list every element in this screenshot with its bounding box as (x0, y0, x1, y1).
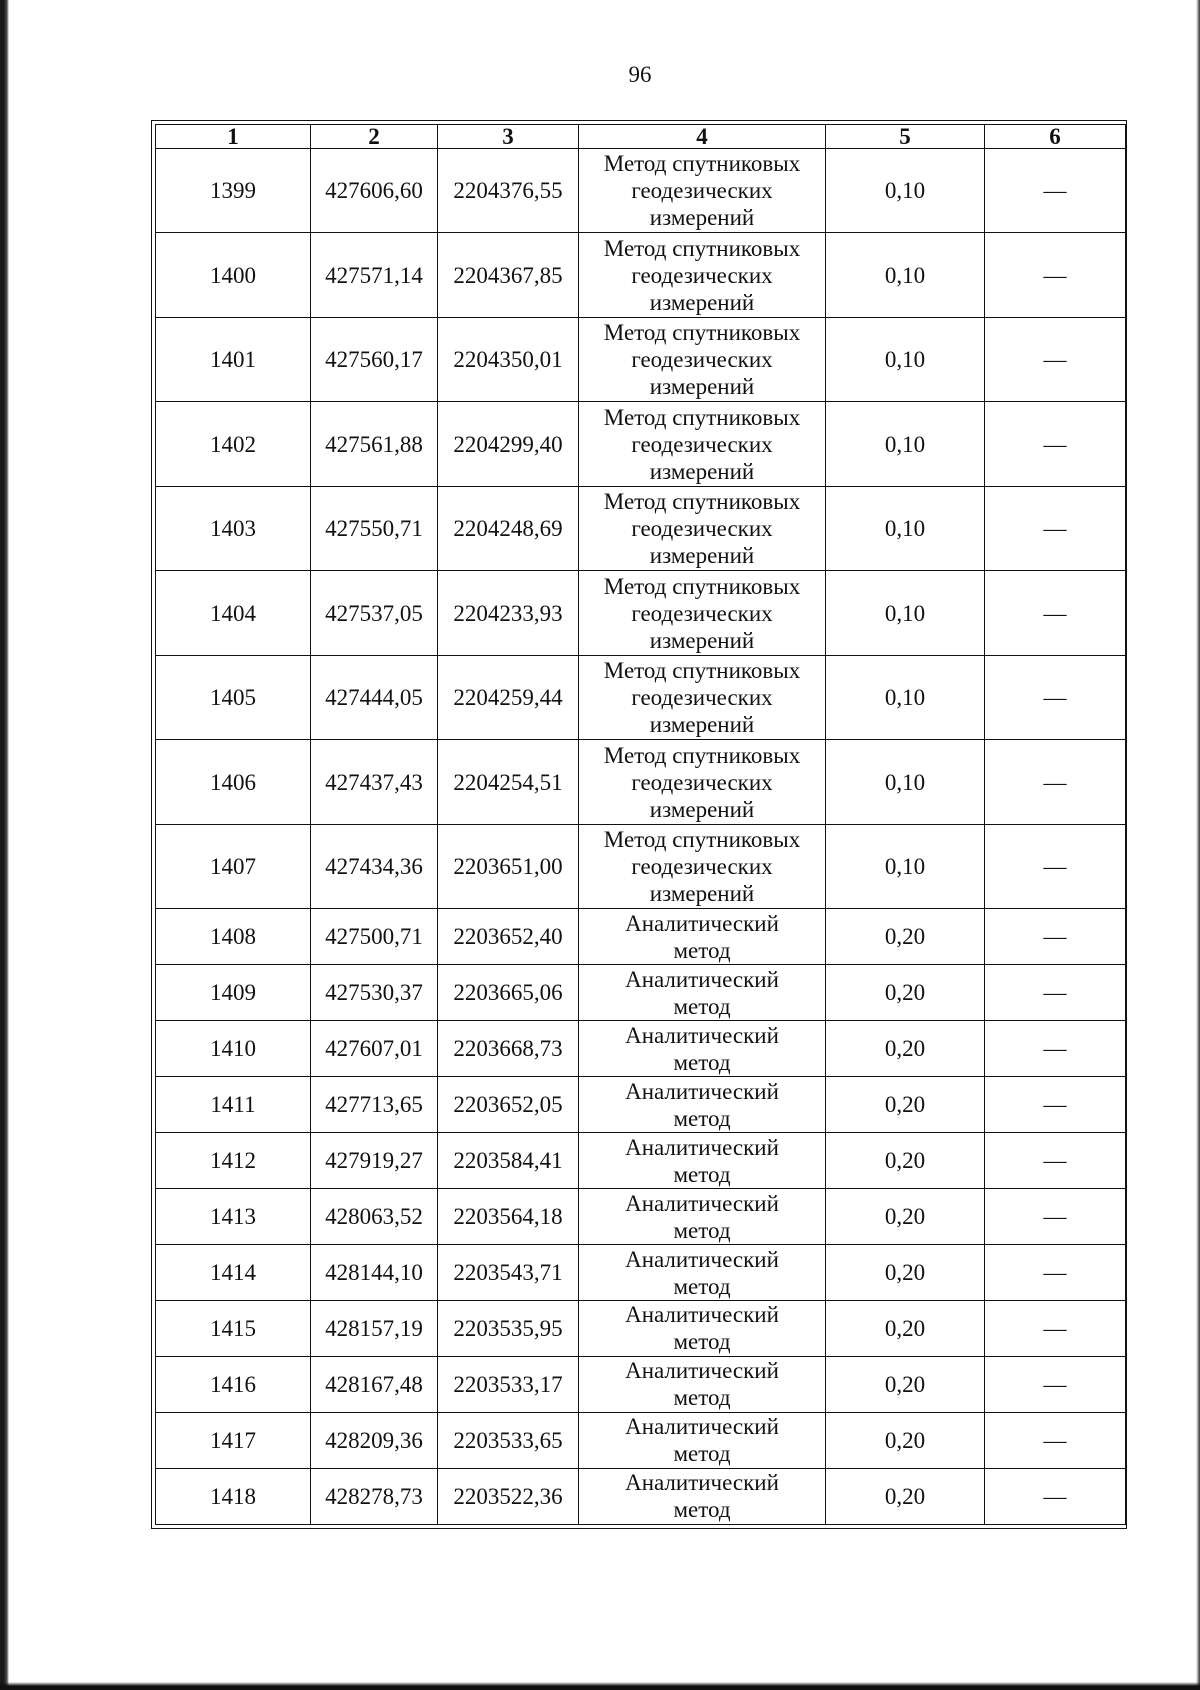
column-header: 1 (156, 125, 311, 149)
method-line: Аналитический (625, 1022, 779, 1048)
y-coordinate-cell: 2203652,40 (438, 909, 579, 965)
x-coordinate-cell: 428167,48 (311, 1356, 438, 1412)
accuracy-cell: 0,20 (826, 909, 985, 965)
method-line: измерений (649, 712, 755, 738)
point-number-cell: 1405 (156, 655, 311, 739)
method-cell (579, 1356, 826, 1412)
method-line: Метод спутниковых (603, 826, 801, 852)
method-line: Аналитический (625, 1246, 779, 1272)
method-line: метод (673, 1329, 731, 1355)
note-cell: — (985, 909, 1126, 965)
point-number-cell: 1400 (156, 233, 311, 317)
accuracy-cell: 0,20 (826, 1412, 985, 1468)
method-line: Аналитический (625, 1414, 779, 1440)
method-line: геодезических (631, 178, 773, 204)
accuracy-cell: 0,20 (826, 1301, 985, 1357)
x-coordinate-cell: 427437,43 (311, 740, 438, 824)
column-header: 4 (579, 125, 826, 149)
coordinates-table (155, 124, 1126, 1525)
note-cell: — (985, 1301, 1126, 1357)
accuracy-cell: 0,20 (826, 1356, 985, 1412)
method-line: метод (673, 1385, 731, 1411)
method-line: геодезических (631, 685, 773, 711)
method-line: измерений (649, 543, 755, 569)
table-row (156, 1133, 1126, 1189)
method-line: метод (673, 1273, 731, 1299)
note-cell: — (985, 571, 1126, 655)
accuracy-cell: 0,20 (826, 1245, 985, 1301)
method-line: Аналитический (625, 910, 779, 936)
method-line: измерений (649, 289, 755, 315)
table-row (156, 1468, 1126, 1524)
note-cell: — (985, 1412, 1126, 1468)
method-line: метод (673, 1049, 731, 1075)
point-number-cell: 1417 (156, 1412, 311, 1468)
x-coordinate-cell: 428157,19 (311, 1301, 438, 1357)
note-cell: — (985, 1021, 1126, 1077)
table-row (156, 1412, 1126, 1468)
x-coordinate-cell: 427919,27 (311, 1133, 438, 1189)
column-header: 3 (438, 125, 579, 149)
y-coordinate-cell: 2203651,00 (438, 824, 579, 908)
method-line: метод (673, 1217, 731, 1243)
point-number-cell: 1414 (156, 1245, 311, 1301)
table-row (156, 965, 1126, 1021)
table-row (156, 1245, 1126, 1301)
method-line: измерений (649, 796, 755, 822)
table-row (156, 909, 1126, 965)
method-cell (579, 1412, 826, 1468)
note-cell: — (985, 1077, 1126, 1133)
method-line: Метод спутниковых (603, 489, 801, 515)
method-line: Аналитический (625, 1470, 779, 1496)
note-cell: — (985, 1189, 1126, 1245)
point-number-cell: 1412 (156, 1133, 311, 1189)
table-header (156, 125, 1126, 149)
point-number-cell: 1403 (156, 486, 311, 570)
method-line: Метод спутниковых (603, 742, 801, 768)
method-cell (579, 1189, 826, 1245)
coordinates-table-frame (151, 120, 1127, 1529)
table-row (156, 233, 1126, 317)
accuracy-cell: 0,20 (826, 1077, 985, 1133)
x-coordinate-cell: 427607,01 (311, 1021, 438, 1077)
method-line: измерений (649, 880, 755, 906)
method-cell (579, 824, 826, 908)
table-body (156, 149, 1126, 1525)
y-coordinate-cell: 2203668,73 (438, 1021, 579, 1077)
accuracy-cell: 0,10 (826, 571, 985, 655)
method-line: метод (673, 937, 731, 963)
method-cell (579, 1468, 826, 1524)
table-row (156, 1077, 1126, 1133)
column-header: 5 (826, 125, 985, 149)
y-coordinate-cell: 2204254,51 (438, 740, 579, 824)
y-coordinate-cell: 2204350,01 (438, 317, 579, 401)
point-number-cell: 1409 (156, 965, 311, 1021)
x-coordinate-cell: 427561,88 (311, 402, 438, 486)
table-row (156, 740, 1126, 824)
table-row (156, 317, 1126, 401)
table-row (156, 402, 1126, 486)
method-cell (579, 1133, 826, 1189)
y-coordinate-cell: 2203522,36 (438, 1468, 579, 1524)
accuracy-cell: 0,10 (826, 655, 985, 739)
method-line: Аналитический (625, 1190, 779, 1216)
method-line: геодезических (631, 516, 773, 542)
method-line: геодезических (631, 769, 773, 795)
point-number-cell: 1407 (156, 824, 311, 908)
method-line: геодезических (631, 347, 773, 373)
accuracy-cell: 0,10 (826, 740, 985, 824)
note-cell: — (985, 824, 1126, 908)
column-header: 6 (985, 125, 1126, 149)
y-coordinate-cell: 2204248,69 (438, 486, 579, 570)
x-coordinate-cell: 427530,37 (311, 965, 438, 1021)
method-line: Аналитический (625, 1078, 779, 1104)
y-coordinate-cell: 2204259,44 (438, 655, 579, 739)
y-coordinate-cell: 2203652,05 (438, 1077, 579, 1133)
method-line: Метод спутниковых (603, 320, 801, 346)
x-coordinate-cell: 427571,14 (311, 233, 438, 317)
point-number-cell: 1402 (156, 402, 311, 486)
method-line: Аналитический (625, 966, 779, 992)
note-cell: — (985, 233, 1126, 317)
y-coordinate-cell: 2204376,55 (438, 149, 579, 233)
accuracy-cell: 0,20 (826, 1133, 985, 1189)
method-cell (579, 233, 826, 317)
y-coordinate-cell: 2204233,93 (438, 571, 579, 655)
accuracy-cell: 0,20 (826, 1189, 985, 1245)
table-row (156, 1189, 1126, 1245)
table-row (156, 149, 1126, 233)
x-coordinate-cell: 427560,17 (311, 317, 438, 401)
scan-edge-right (1196, 0, 1200, 1690)
note-cell: — (985, 740, 1126, 824)
column-header: 2 (311, 125, 438, 149)
y-coordinate-cell: 2203665,06 (438, 965, 579, 1021)
header-row (156, 125, 1126, 149)
x-coordinate-cell: 428278,73 (311, 1468, 438, 1524)
table-row (156, 1301, 1126, 1357)
x-coordinate-cell: 427606,60 (311, 149, 438, 233)
accuracy-cell: 0,10 (826, 402, 985, 486)
method-line: Метод спутниковых (603, 235, 801, 261)
point-number-cell: 1410 (156, 1021, 311, 1077)
y-coordinate-cell: 2203533,17 (438, 1356, 579, 1412)
method-line: Метод спутниковых (603, 573, 801, 599)
method-line: геодезических (631, 431, 773, 457)
point-number-cell: 1415 (156, 1301, 311, 1357)
x-coordinate-cell: 427500,71 (311, 909, 438, 965)
y-coordinate-cell: 2203543,71 (438, 1245, 579, 1301)
method-line: измерений (649, 458, 755, 484)
scan-edge-left (0, 0, 9, 1690)
scan-edge-bottom (0, 1682, 1200, 1690)
accuracy-cell: 0,20 (826, 965, 985, 1021)
note-cell: — (985, 965, 1126, 1021)
note-cell: — (985, 1468, 1126, 1524)
y-coordinate-cell: 2203533,65 (438, 1412, 579, 1468)
method-cell (579, 402, 826, 486)
accuracy-cell: 0,20 (826, 1468, 985, 1524)
method-line: Метод спутниковых (603, 151, 801, 177)
method-line: Аналитический (625, 1302, 779, 1328)
point-number-cell: 1418 (156, 1468, 311, 1524)
method-line: геодезических (631, 262, 773, 288)
note-cell: — (985, 317, 1126, 401)
note-cell: — (985, 1133, 1126, 1189)
method-cell (579, 1301, 826, 1357)
method-line: измерений (649, 627, 755, 653)
accuracy-cell: 0,10 (826, 317, 985, 401)
x-coordinate-cell: 428144,10 (311, 1245, 438, 1301)
y-coordinate-cell: 2203584,41 (438, 1133, 579, 1189)
table-row (156, 486, 1126, 570)
x-coordinate-cell: 428063,52 (311, 1189, 438, 1245)
method-line: Аналитический (625, 1134, 779, 1160)
x-coordinate-cell: 427444,05 (311, 655, 438, 739)
point-number-cell: 1404 (156, 571, 311, 655)
accuracy-cell: 0,10 (826, 486, 985, 570)
note-cell: — (985, 655, 1126, 739)
table-row (156, 824, 1126, 908)
method-cell (579, 571, 826, 655)
table-row (156, 1021, 1126, 1077)
y-coordinate-cell: 2203535,95 (438, 1301, 579, 1357)
table-row (156, 1356, 1126, 1412)
method-line: метод (673, 1105, 731, 1131)
method-cell (579, 1021, 826, 1077)
method-line: метод (673, 1161, 731, 1187)
method-line: метод (673, 1497, 731, 1523)
x-coordinate-cell: 427537,05 (311, 571, 438, 655)
method-cell (579, 317, 826, 401)
table-row (156, 655, 1126, 739)
note-cell: — (985, 486, 1126, 570)
y-coordinate-cell: 2203564,18 (438, 1189, 579, 1245)
point-number-cell: 1411 (156, 1077, 311, 1133)
note-cell: — (985, 1356, 1126, 1412)
method-line: геодезических (631, 853, 773, 879)
accuracy-cell: 0,10 (826, 233, 985, 317)
point-number-cell: 1408 (156, 909, 311, 965)
method-cell (579, 149, 826, 233)
point-number-cell: 1401 (156, 317, 311, 401)
point-number-cell: 1406 (156, 740, 311, 824)
page-number: 96 (628, 62, 652, 87)
x-coordinate-cell: 427550,71 (311, 486, 438, 570)
method-line: измерений (649, 374, 755, 400)
method-cell (579, 965, 826, 1021)
y-coordinate-cell: 2204367,85 (438, 233, 579, 317)
note-cell: — (985, 402, 1126, 486)
y-coordinate-cell: 2204299,40 (438, 402, 579, 486)
x-coordinate-cell: 428209,36 (311, 1412, 438, 1468)
method-line: Метод спутниковых (603, 658, 801, 684)
method-line: Метод спутниковых (603, 404, 801, 430)
method-cell (579, 909, 826, 965)
method-line: измерений (649, 205, 755, 231)
method-cell (579, 655, 826, 739)
accuracy-cell: 0,20 (826, 1021, 985, 1077)
x-coordinate-cell: 427713,65 (311, 1077, 438, 1133)
method-cell (579, 486, 826, 570)
note-cell: — (985, 1245, 1126, 1301)
method-line: геодезических (631, 600, 773, 626)
point-number-cell: 1399 (156, 149, 311, 233)
note-cell: — (985, 149, 1126, 233)
method-cell (579, 1245, 826, 1301)
point-number-cell: 1416 (156, 1356, 311, 1412)
accuracy-cell: 0,10 (826, 149, 985, 233)
method-line: метод (673, 993, 731, 1019)
method-line: Аналитический (625, 1358, 779, 1384)
accuracy-cell: 0,10 (826, 824, 985, 908)
point-number-cell: 1413 (156, 1189, 311, 1245)
table-row (156, 571, 1126, 655)
x-coordinate-cell: 427434,36 (311, 824, 438, 908)
method-cell (579, 1077, 826, 1133)
method-line: метод (673, 1441, 731, 1467)
method-cell (579, 740, 826, 824)
